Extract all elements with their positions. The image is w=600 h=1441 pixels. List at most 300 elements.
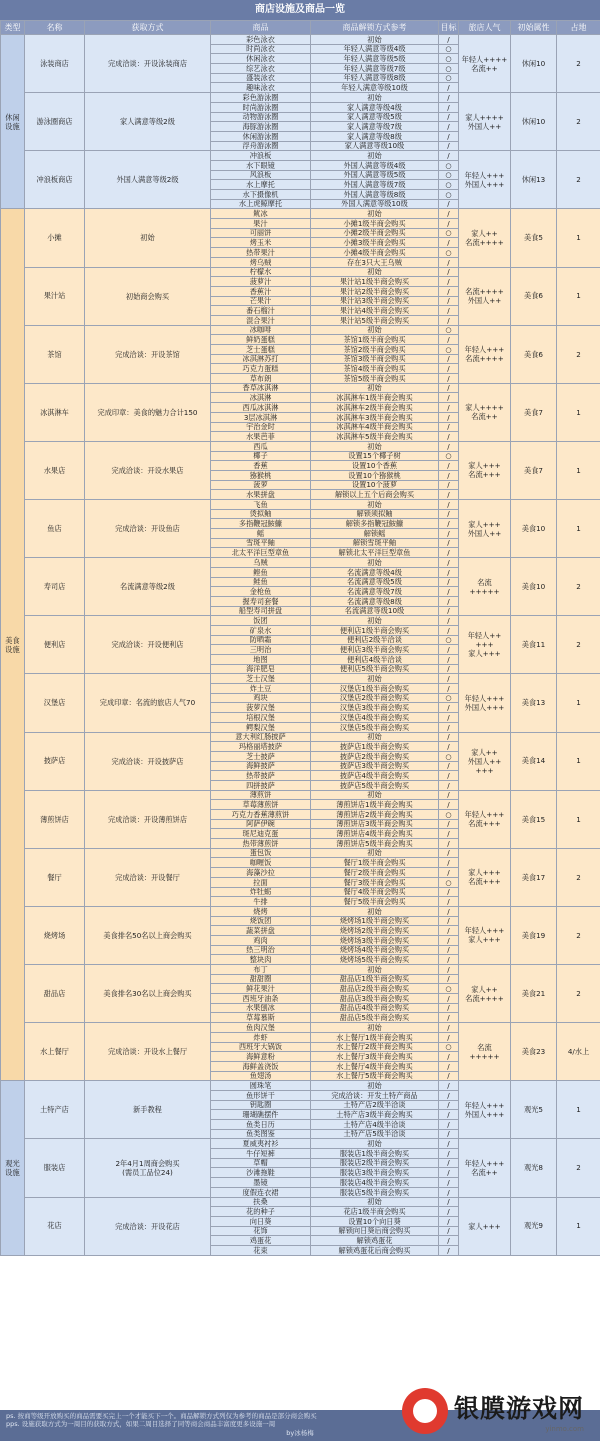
- item-unlock: 餐厅4级半商会购买: [311, 887, 439, 897]
- footer-note-2: pps. 设施获取方式为一周目的获取方式，如果二周目选择了同等商会商品丰富度更多设施一周: [6, 1420, 276, 1429]
- shop-attribute: 美食11: [511, 616, 557, 674]
- item-unlock: 甜品店2级半商会购买: [311, 984, 439, 994]
- shop-attribute: 美食5: [511, 209, 557, 267]
- shop-name: 土特产店: [25, 1081, 85, 1139]
- item-unlock: 初始: [311, 1197, 439, 1207]
- item-target: /: [439, 713, 459, 723]
- item-unlock: 茶馆4级半商会购买: [311, 364, 439, 374]
- item-name: 芝士披萨: [211, 751, 311, 761]
- item-target: /: [439, 558, 459, 568]
- shop-acquire: 美食排名30名以上商会购买: [85, 965, 211, 1023]
- item-unlock: 餐厅2级半商会购买: [311, 868, 439, 878]
- item-target: /: [439, 829, 459, 839]
- item-target: /: [439, 742, 459, 752]
- item-unlock: 汉堡店1级半商会购买: [311, 684, 439, 694]
- item-target: /: [439, 151, 459, 161]
- item-name: 芒果汁: [211, 296, 311, 306]
- item-name: 雪斑平鲉: [211, 538, 311, 548]
- shop-acquire: 完成印章：美食的魅力合计150: [85, 383, 211, 441]
- item-target: /: [439, 684, 459, 694]
- category-cell: 观光 设施: [1, 1081, 25, 1255]
- shop-table: [0, 20, 600, 1256]
- column-header: 旅店人气: [459, 21, 511, 35]
- item-target: /: [439, 1071, 459, 1081]
- item-target: ○: [439, 1042, 459, 1052]
- shop-size: 4/水上: [557, 1023, 600, 1081]
- item-target: /: [439, 732, 459, 742]
- item-name: 甜甜圈: [211, 974, 311, 984]
- table-row: [1, 500, 600, 510]
- item-target: /: [439, 645, 459, 655]
- item-name: 猕猴桃: [211, 470, 311, 480]
- item-target: ○: [439, 180, 459, 190]
- item-unlock: 初始: [311, 500, 439, 510]
- shop-acquire: 名流满意等级2级: [85, 558, 211, 616]
- table-row: [1, 965, 600, 975]
- item-unlock: 设置15个椰子树: [311, 451, 439, 461]
- shop-size: 2: [557, 616, 600, 674]
- item-unlock: 初始: [311, 325, 439, 335]
- column-header: 目标: [439, 21, 459, 35]
- table-row: [1, 790, 600, 800]
- shop-name: 花店: [25, 1197, 85, 1255]
- shop-name: 服装店: [25, 1139, 85, 1197]
- table-row: [1, 151, 600, 161]
- item-name: 宇治金时: [211, 422, 311, 432]
- item-target: /: [439, 858, 459, 868]
- shop-acquire: 美食排名50名以上商会购买: [85, 906, 211, 964]
- item-name: 地图: [211, 655, 311, 665]
- item-name: 草布朗: [211, 374, 311, 384]
- shop-name: 甜品店: [25, 965, 85, 1023]
- item-name: 风浪板: [211, 170, 311, 180]
- item-target: /: [439, 800, 459, 810]
- item-unlock: 初始: [311, 35, 439, 45]
- item-name: 彩色泳衣: [211, 35, 311, 45]
- shop-size: 2: [557, 906, 600, 964]
- shop-attribute: 美食19: [511, 906, 557, 964]
- column-header: 获取方式: [85, 21, 211, 35]
- item-name: 菠萝汁: [211, 277, 311, 287]
- item-target: /: [439, 199, 459, 209]
- shop-popularity: 家人+++ 名流+++: [459, 848, 511, 906]
- item-unlock: 烧烤场3级半商会购买: [311, 935, 439, 945]
- item-target: /: [439, 1207, 459, 1217]
- table-row: [1, 1139, 600, 1149]
- shop-name: 鱼店: [25, 500, 85, 558]
- shop-attribute: 美食7: [511, 441, 557, 499]
- item-name: 斑尼迪克蛋: [211, 829, 311, 839]
- category-cell: 休闲 设施: [1, 35, 25, 209]
- item-target: /: [439, 286, 459, 296]
- item-target: ○: [439, 325, 459, 335]
- table-row: [1, 1197, 600, 1207]
- shop-popularity: 名流 +++++: [459, 558, 511, 616]
- item-target: /: [439, 1216, 459, 1226]
- item-target: /: [439, 509, 459, 519]
- item-target: /: [439, 219, 459, 229]
- item-name: 趣味泳衣: [211, 83, 311, 93]
- item-target: /: [439, 1197, 459, 1207]
- item-unlock: 名流满意等级10级: [311, 606, 439, 616]
- item-name: 鱼类日历: [211, 1120, 311, 1130]
- item-name: 芝士蛋糕: [211, 345, 311, 355]
- item-unlock: 薄煎饼店2级半商会购买: [311, 810, 439, 820]
- item-name: 海鲜意粉: [211, 1052, 311, 1062]
- item-unlock: 年轻人满意等级7级: [311, 64, 439, 74]
- item-unlock: 烧烤场1级半商会购买: [311, 916, 439, 926]
- item-name: 向日葵: [211, 1216, 311, 1226]
- item-name: 蔬菜拼盘: [211, 926, 311, 936]
- shop-popularity: 家人++ 名流++++: [459, 209, 511, 267]
- item-unlock: 家人满意等级8级: [311, 131, 439, 141]
- item-unlock: 初始: [311, 93, 439, 103]
- item-unlock: 便利店3级半商会购买: [311, 645, 439, 655]
- item-name: 船型寿司拼盘: [211, 606, 311, 616]
- item-name: 菠萝汉堡: [211, 703, 311, 713]
- item-unlock: 服装店2级半商会购买: [311, 1158, 439, 1168]
- shop-attribute: 美食23: [511, 1023, 557, 1081]
- shop-popularity: 年轻人+++ 名流+++: [459, 790, 511, 848]
- table-header-row: [1, 21, 600, 35]
- shop-acquire: 完成洽谈：开设便利店: [85, 616, 211, 674]
- item-name: 休闲泳衣: [211, 54, 311, 64]
- item-name: 热带披萨: [211, 771, 311, 781]
- item-unlock: 果汁站4级半商会购买: [311, 306, 439, 316]
- item-name: 冲浪板: [211, 151, 311, 161]
- item-unlock: 初始: [311, 965, 439, 975]
- item-target: /: [439, 1003, 459, 1013]
- item-unlock: 薄煎饼店3级半商会购买: [311, 819, 439, 829]
- item-unlock: 果汁站1级半商会购买: [311, 277, 439, 287]
- item-name: 饭团: [211, 616, 311, 626]
- item-target: ○: [439, 190, 459, 200]
- item-target: /: [439, 790, 459, 800]
- item-target: ○: [439, 693, 459, 703]
- item-unlock: 名流满意等级4级: [311, 567, 439, 577]
- item-unlock: 年轻人满意等级5级: [311, 54, 439, 64]
- table-row: [1, 383, 600, 393]
- shop-acquire: 完成洽谈：开设披萨店: [85, 732, 211, 790]
- shop-attribute: 美食21: [511, 965, 557, 1023]
- item-name: 热带果汁: [211, 248, 311, 258]
- item-target: /: [439, 529, 459, 539]
- item-name: 水上摩托: [211, 180, 311, 190]
- item-name: 冰咖啡: [211, 325, 311, 335]
- item-unlock: 初始: [311, 790, 439, 800]
- watermark-name: 银膜游戏网: [454, 1394, 585, 1423]
- table-row: [1, 906, 600, 916]
- item-target: ○: [439, 248, 459, 258]
- item-target: /: [439, 1110, 459, 1120]
- item-target: /: [439, 616, 459, 626]
- shop-name: 冲浪板商店: [25, 151, 85, 209]
- item-unlock: 设置10个向日葵: [311, 1216, 439, 1226]
- item-name: 握寿司套餐: [211, 596, 311, 606]
- item-target: /: [439, 374, 459, 384]
- table-row: [1, 93, 600, 103]
- shop-size: 1: [557, 1081, 600, 1139]
- shop-size: 2: [557, 93, 600, 151]
- item-unlock: 解锁雪斑平鲉: [311, 538, 439, 548]
- shop-popularity: 家人++ 名流++++: [459, 965, 511, 1023]
- item-unlock: 家人满意等级7级: [311, 122, 439, 132]
- item-unlock: 餐厅3级半商会购买: [311, 877, 439, 887]
- item-unlock: 家人满意等级4级: [311, 102, 439, 112]
- shop-size: 1: [557, 790, 600, 848]
- item-name: 度假连衣裙: [211, 1187, 311, 1197]
- item-unlock: 土特产店3级半商会购买: [311, 1110, 439, 1120]
- item-unlock: 解锁以上五个后商会购买: [311, 490, 439, 500]
- item-target: /: [439, 577, 459, 587]
- table-row: [1, 441, 600, 451]
- item-name: 炸虾: [211, 1032, 311, 1042]
- item-target: /: [439, 848, 459, 858]
- shop-attribute: 观光9: [511, 1197, 557, 1255]
- item-name: 柠檬水: [211, 267, 311, 277]
- shop-popularity: 家人+++ 外国人++: [459, 500, 511, 558]
- shop-popularity: 家人++++ 名流++: [459, 383, 511, 441]
- shop-acquire: 完成印章：名流的旅店人气70: [85, 674, 211, 732]
- shop-popularity: 年轻人++++ 名流++: [459, 35, 511, 93]
- item-target: /: [439, 1245, 459, 1255]
- item-name: 盛装泳衣: [211, 73, 311, 83]
- item-unlock: 解锁须拟鲉: [311, 509, 439, 519]
- item-name: 烧饭团: [211, 916, 311, 926]
- item-target: /: [439, 703, 459, 713]
- shop-acquire: 完成洽谈：开设鱼店: [85, 500, 211, 558]
- item-name: 鸡蛋花: [211, 1236, 311, 1246]
- shop-size: 1: [557, 1197, 600, 1255]
- item-unlock: 冰淇淋车2级半商会购买: [311, 403, 439, 413]
- item-unlock: 外国人满意等级4级: [311, 160, 439, 170]
- shop-name: 薄煎饼店: [25, 790, 85, 848]
- shop-name: 便利店: [25, 616, 85, 674]
- item-target: /: [439, 1100, 459, 1110]
- item-name: 水果刨冰: [211, 1003, 311, 1013]
- item-target: /: [439, 994, 459, 1004]
- item-unlock: 设置10个菠萝: [311, 480, 439, 490]
- shop-attribute: 休闲13: [511, 151, 557, 209]
- item-name: 薄煎饼: [211, 790, 311, 800]
- item-unlock: 水上餐厅2级半商会购买: [311, 1042, 439, 1052]
- item-unlock: 甜品店3级半商会购买: [311, 994, 439, 1004]
- item-target: /: [439, 1139, 459, 1149]
- item-unlock: 年轻人满意等级10级: [311, 83, 439, 93]
- item-target: /: [439, 926, 459, 936]
- item-name: 海藻沙拉: [211, 868, 311, 878]
- item-name: 西瓜冰淇淋: [211, 403, 311, 413]
- item-unlock: 茶馆1级半商会购买: [311, 335, 439, 345]
- item-name: 培根汉堡: [211, 713, 311, 723]
- item-target: /: [439, 780, 459, 790]
- item-unlock: 便利店1级半商会购买: [311, 625, 439, 635]
- footer-signature: by冰杨梅: [286, 1428, 314, 1437]
- item-target: /: [439, 500, 459, 510]
- item-target: ○: [439, 345, 459, 355]
- item-unlock: 解锁多指鞭冠鮟鱇: [311, 519, 439, 529]
- item-name: 热带薄煎饼: [211, 839, 311, 849]
- item-name: 拉面: [211, 877, 311, 887]
- item-name: 牛排: [211, 897, 311, 907]
- shop-acquire: 家人满意等级2级: [85, 93, 211, 151]
- item-name: 鱼形饼干: [211, 1090, 311, 1100]
- shop-name: 水上餐厅: [25, 1023, 85, 1081]
- shop-size: 1: [557, 441, 600, 499]
- item-target: /: [439, 897, 459, 907]
- item-name: 北太平洋巨型章鱼: [211, 548, 311, 558]
- table-body: [1, 35, 600, 1256]
- item-unlock: 披萨店1级半商会购买: [311, 742, 439, 752]
- watermark-url: yinmo.com: [545, 1425, 585, 1433]
- item-target: /: [439, 722, 459, 732]
- item-name: 鲜奶蛋糕: [211, 335, 311, 345]
- item-name: 玛格丽塔披萨: [211, 742, 311, 752]
- item-target: ○: [439, 751, 459, 761]
- item-name: 草莓慕斯: [211, 1013, 311, 1023]
- item-target: ○: [439, 170, 459, 180]
- shop-acquire: 新手教程: [85, 1081, 211, 1139]
- item-name: 整块肉: [211, 955, 311, 965]
- shop-size: 1: [557, 209, 600, 267]
- item-target: /: [439, 1187, 459, 1197]
- item-name: 香蕉汁: [211, 286, 311, 296]
- item-target: /: [439, 1090, 459, 1100]
- item-name: 四拼披萨: [211, 780, 311, 790]
- item-name: 水下眼镜: [211, 160, 311, 170]
- item-name: 蛋包饭: [211, 848, 311, 858]
- item-unlock: 甜品店4级半商会购买: [311, 1003, 439, 1013]
- item-target: /: [439, 383, 459, 393]
- item-target: ○: [439, 635, 459, 645]
- shop-size: 2: [557, 325, 600, 383]
- shop-size: 2: [557, 1139, 600, 1197]
- shop-attribute: 美食6: [511, 325, 557, 383]
- item-unlock: 初始: [311, 906, 439, 916]
- item-name: 海洋肥皂: [211, 664, 311, 674]
- item-name: 西班牙油条: [211, 994, 311, 1004]
- item-unlock: 存在3只大王乌贼: [311, 257, 439, 267]
- item-name: 意大利红肠披萨: [211, 732, 311, 742]
- item-target: /: [439, 461, 459, 471]
- item-target: /: [439, 83, 459, 93]
- item-name: 鸡肉: [211, 935, 311, 945]
- item-target: ○: [439, 451, 459, 461]
- shop-name: 汉堡店: [25, 674, 85, 732]
- shop-popularity: 年轻人+++ 外国人+++: [459, 674, 511, 732]
- item-name: 鱿冰: [211, 209, 311, 219]
- item-name: 综艺泳衣: [211, 64, 311, 74]
- shop-size: 1: [557, 267, 600, 325]
- item-target: /: [439, 93, 459, 103]
- shop-attribute: 美食6: [511, 267, 557, 325]
- item-target: /: [439, 257, 459, 267]
- shop-size: 2: [557, 848, 600, 906]
- item-target: /: [439, 761, 459, 771]
- item-unlock: 小摊1级半商会购买: [311, 219, 439, 229]
- item-unlock: 解锁北太平洋巨型章鱼: [311, 548, 439, 558]
- item-target: /: [439, 141, 459, 151]
- item-name: 烤乌贼: [211, 257, 311, 267]
- item-target: /: [439, 432, 459, 442]
- table-row: [1, 35, 600, 45]
- item-unlock: 初始: [311, 151, 439, 161]
- item-unlock: 冰淇淋车1级半商会购买: [311, 393, 439, 403]
- item-target: ○: [439, 44, 459, 54]
- item-name: 3层冰淇淋: [211, 412, 311, 422]
- item-target: /: [439, 1032, 459, 1042]
- item-name: 水果芭菲: [211, 432, 311, 442]
- shop-name: 餐厅: [25, 848, 85, 906]
- item-name: 墨镜: [211, 1178, 311, 1188]
- item-name: 水果拼盘: [211, 490, 311, 500]
- item-name: 浮舟游泳圈: [211, 141, 311, 151]
- item-name: 沙滩拖鞋: [211, 1168, 311, 1178]
- item-name: 阿萨伊碗: [211, 819, 311, 829]
- item-target: /: [439, 470, 459, 480]
- shop-popularity: 家人++ 外国人++ +++: [459, 732, 511, 790]
- item-name: 海豚游泳圈: [211, 122, 311, 132]
- item-target: /: [439, 364, 459, 374]
- footer-note-1: ps. 按商等级开放购买的商品需要买完上一个才能买下一个。商品解锁方式列仅为参考的商品是部分商会购买: [6, 1412, 317, 1420]
- item-unlock: 土特产店2级半洽谈: [311, 1100, 439, 1110]
- shop-size: 2: [557, 151, 600, 209]
- item-target: /: [439, 1158, 459, 1168]
- item-unlock: 果汁站3级半商会购买: [311, 296, 439, 306]
- shop-size: 2: [557, 965, 600, 1023]
- item-name: 菠萝: [211, 480, 311, 490]
- item-name: 矿泉水: [211, 625, 311, 635]
- item-target: /: [439, 1061, 459, 1071]
- table-row: [1, 616, 600, 626]
- table-row: [1, 848, 600, 858]
- column-header: 类型: [1, 21, 25, 35]
- column-header: 占地: [557, 21, 600, 35]
- item-target: /: [439, 1120, 459, 1130]
- item-name: 钥匙圈: [211, 1100, 311, 1110]
- shop-attribute: 休闲10: [511, 35, 557, 93]
- item-name: 鲑鱼: [211, 577, 311, 587]
- item-target: /: [439, 1149, 459, 1159]
- table-row: [1, 674, 600, 684]
- item-target: /: [439, 422, 459, 432]
- item-name: 烧烤: [211, 906, 311, 916]
- item-name: 咖喱饭: [211, 858, 311, 868]
- item-unlock: 果汁站5级半商会购买: [311, 315, 439, 325]
- item-target: /: [439, 625, 459, 635]
- item-name: 热三明治: [211, 945, 311, 955]
- item-target: /: [439, 596, 459, 606]
- item-name: 水下摄像机: [211, 190, 311, 200]
- item-unlock: 初始: [311, 674, 439, 684]
- shop-acquire: 完成洽谈：开设水上餐厅: [85, 1023, 211, 1081]
- shop-attribute: 美食15: [511, 790, 557, 848]
- item-name: 时尚泳衣: [211, 44, 311, 54]
- item-unlock: 初始: [311, 1023, 439, 1033]
- item-name: 动物游泳圈: [211, 112, 311, 122]
- item-target: /: [439, 490, 459, 500]
- item-name: 混合果汁: [211, 315, 311, 325]
- item-target: /: [439, 606, 459, 616]
- table-row: [1, 1023, 600, 1033]
- item-name: 布丁: [211, 965, 311, 975]
- item-target: /: [439, 548, 459, 558]
- shop-acquire: 初始: [85, 209, 211, 267]
- item-unlock: 冰淇淋车3级半商会购买: [311, 412, 439, 422]
- item-name: 金枪鱼: [211, 587, 311, 597]
- item-target: ○: [439, 877, 459, 887]
- column-header: 初始属性: [511, 21, 557, 35]
